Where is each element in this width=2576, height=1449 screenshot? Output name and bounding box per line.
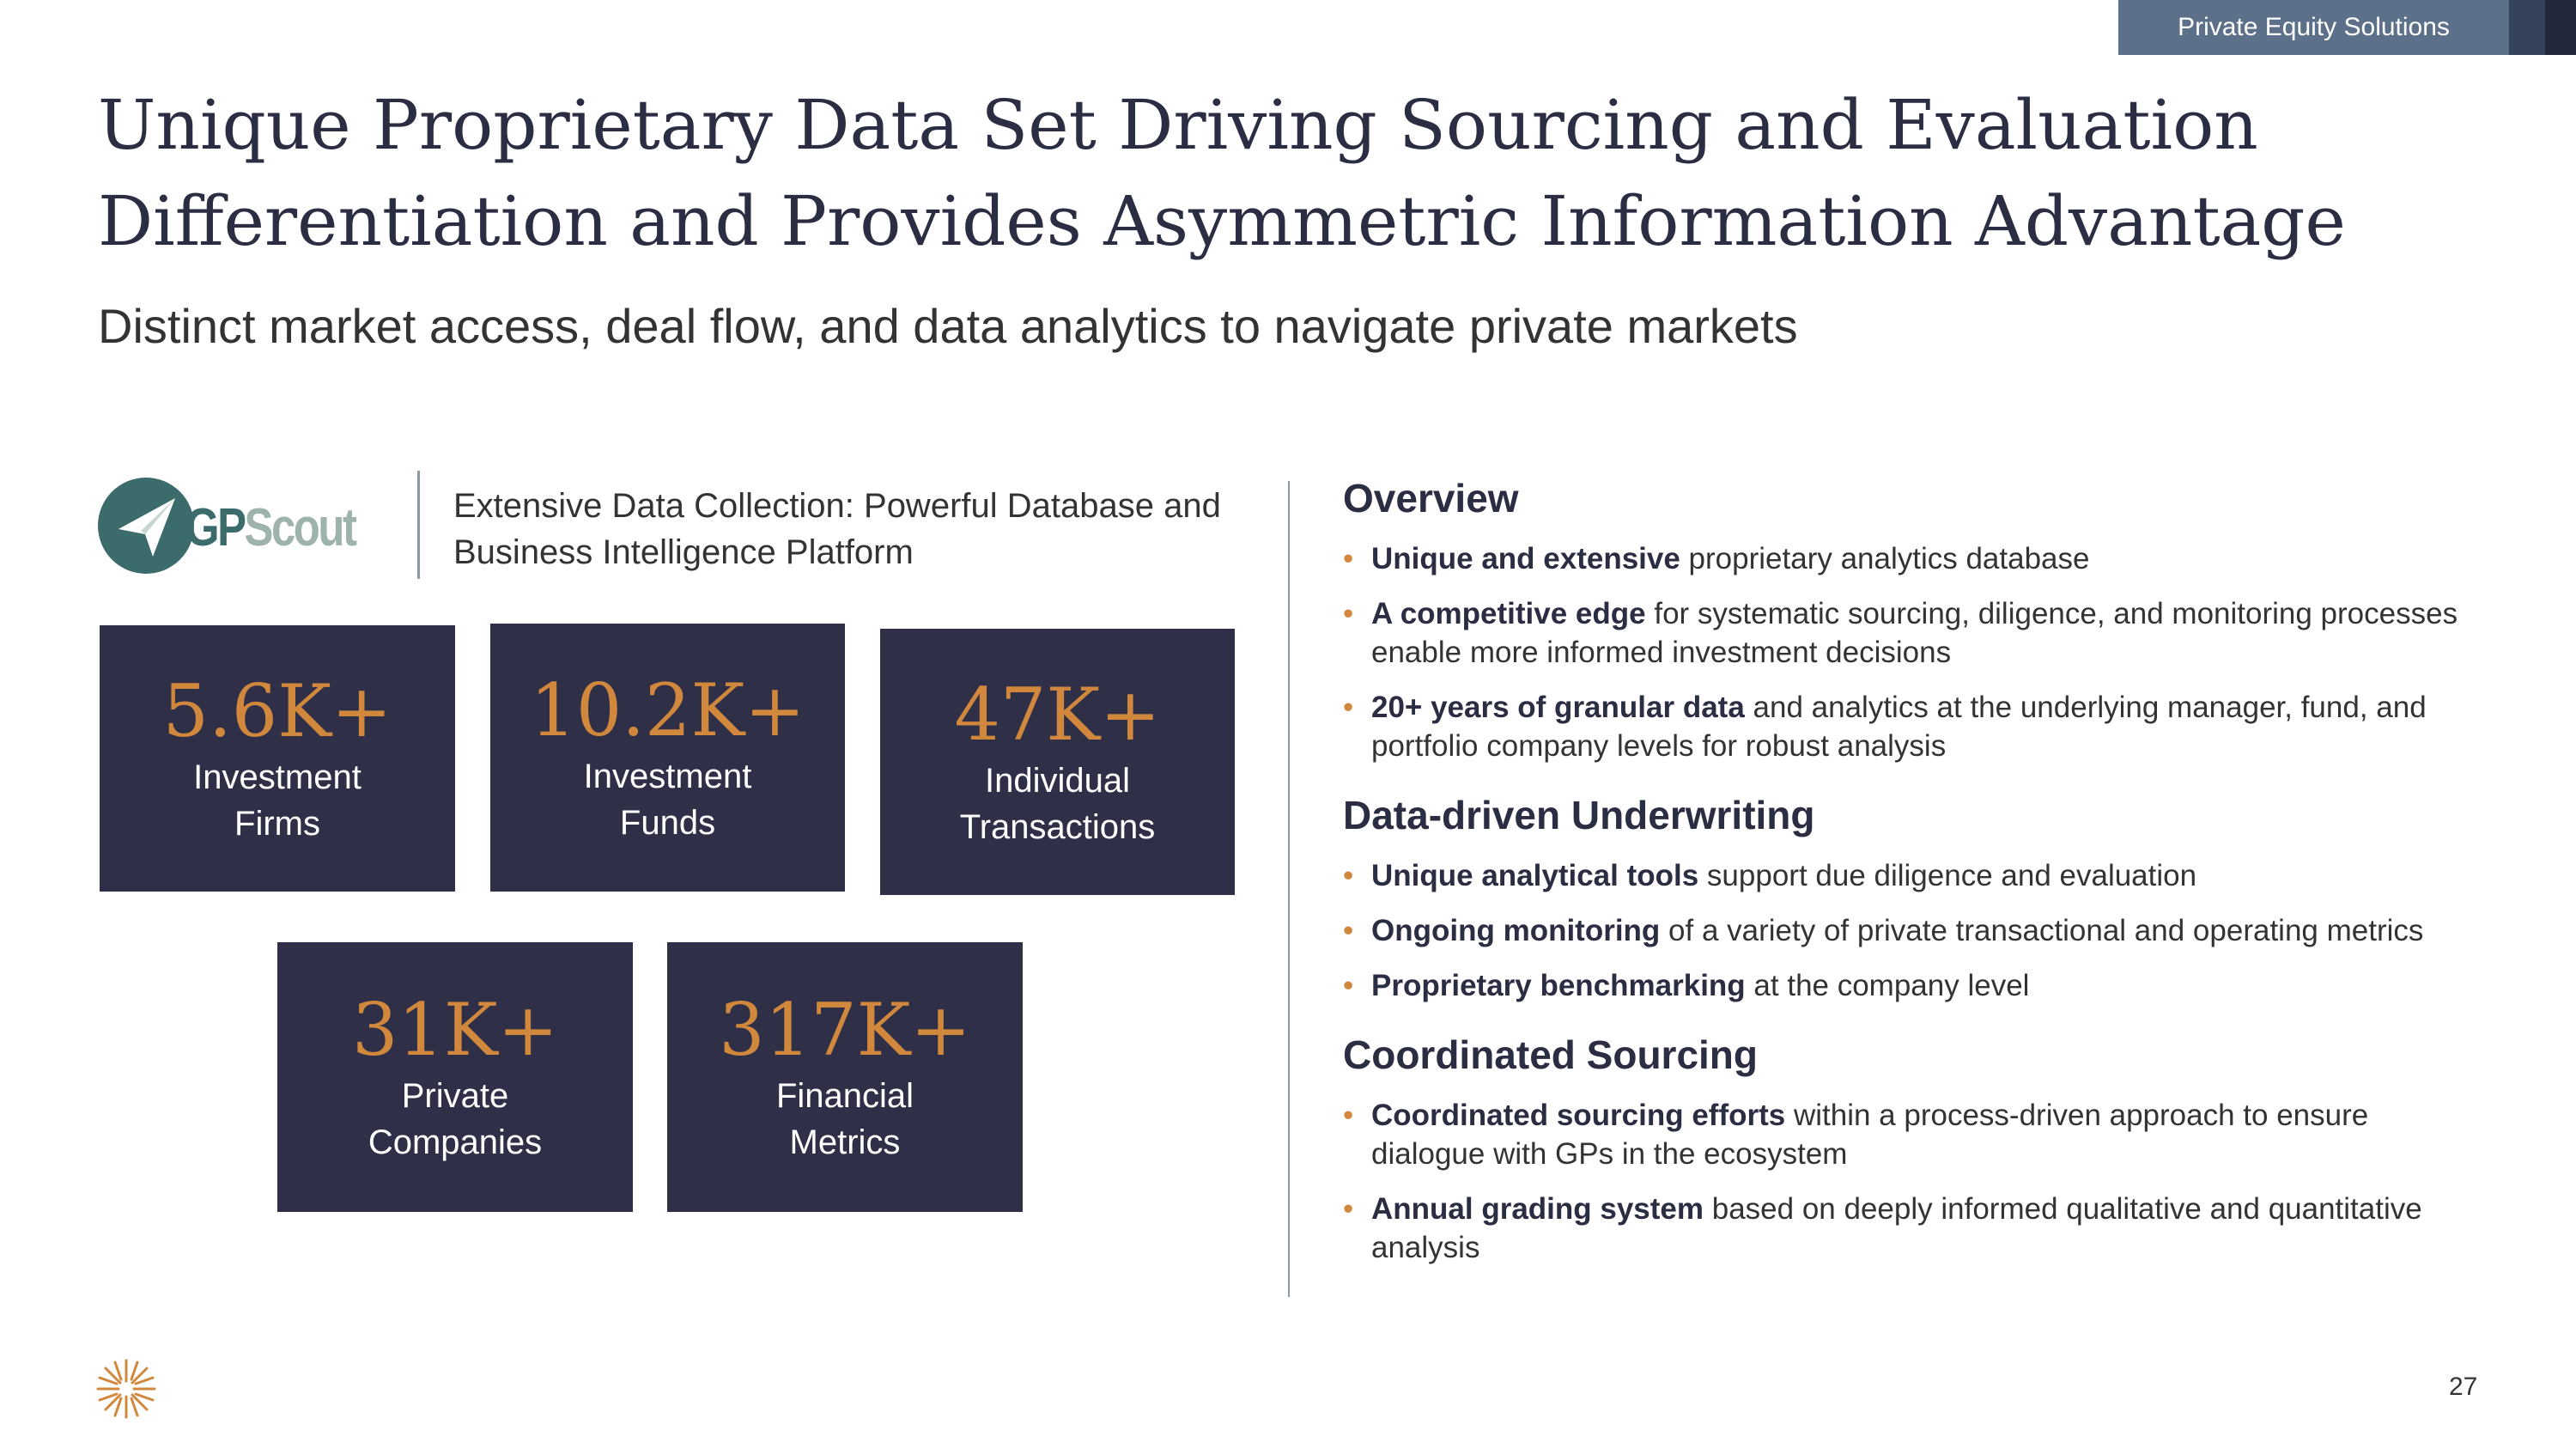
stat-label [960,758,1156,850]
stat-label [584,753,752,846]
bullet-item [1343,539,2476,578]
stat-card [880,629,1235,895]
page-number: 27 [2449,1373,2478,1401]
starburst-logo-icon [94,1357,158,1425]
stat-value: 31K+ [351,988,559,1072]
stat-label-line: Funds [619,804,716,842]
bullet-text: support due diligence and evaluation [1698,859,2197,892]
bullet-bold: Ongoing monitoring [1371,914,1661,947]
stat-label-line: Investment [193,758,361,796]
stat-label [193,754,361,847]
bullet-item [1343,1096,2476,1173]
stat-card [277,942,633,1212]
section-sourcing [1343,1027,2476,1267]
page-subtitle: Distinct market access, deal flow, and data analytics to navigate private markets [98,299,1798,353]
bullet-text: and analytics at the underlying manager, fund, and portfolio company levels for robust analysis [1371,691,2427,763]
bullet-list [1343,856,2476,1005]
stat-label-line: Transactions [959,808,1156,846]
bullet-bold: 20+ years of granular data [1371,691,1745,724]
stat-card [490,624,845,892]
bullet-bold: Unique analytical tools [1371,859,1699,892]
logo-text-scout: Scout [244,498,355,557]
stat-label [776,1073,914,1166]
section-heading: Data-driven Underwriting [1343,793,1815,837]
gpscout-logo [98,478,381,579]
bullet-text: of a variety of private transactional and operating metrics [1660,914,2424,947]
stat-value: 5.6K+ [162,669,392,753]
bullet-item [1343,688,2476,765]
section-heading: Coordinated Sourcing [1343,1032,1758,1077]
page-title: Unique Proprietary Data Set Driving Sourcing and Evaluation Differentiation and Provides Asymmetric Information Advantage [98,85,2346,261]
tag-accent [2509,0,2545,55]
bullet-text: for systematic sourcing, diligence, and monitoring processes enable more informed investment decisions [1371,597,2458,669]
section-heading: Overview [1343,476,1519,521]
column-divider [1288,481,1290,1297]
logo-wordmark [185,498,355,557]
bullet-bold: Coordinated sourcing efforts [1371,1099,1786,1132]
stat-label-line: Investment [583,758,752,795]
details-column [1343,471,2476,1289]
stat-value: 10.2K+ [530,668,805,752]
bullet-item [1343,1190,2476,1267]
paper-plane-icon [98,478,194,574]
bullet-item [1343,856,2476,895]
bullet-bold: Proprietary benchmarking [1371,969,1746,1002]
bullet-list [1343,539,2476,765]
section-overview [1343,471,2476,765]
bullet-text: based on deeply informed qualitative and quantitative analysis [1371,1192,2422,1264]
stat-label-line: Individual [984,762,1130,800]
stat-label-line: Metrics [789,1123,901,1161]
stat-label-line: Firms [234,805,320,843]
bullet-bold: A competitive edge [1371,597,1646,630]
intro-text: Extensive Data Collection: Powerful Database and Business Intelligence Platform [453,487,1221,571]
stat-value: 47K+ [954,673,1161,757]
stat-label-line: Companies [368,1123,543,1161]
bullet-item [1343,911,2476,950]
bullet-bold: Unique and extensive [1371,542,1680,575]
bullet-text: within a process-driven approach to ensure dialogue with GPs in the ecosystem [1371,1099,2369,1171]
bullet-text: proprietary analytics database [1680,542,2090,575]
bullet-item [1343,966,2476,1005]
logo-text-gp: GP [185,498,245,557]
section-tag: Private Equity Solutions [2118,0,2509,55]
stat-card [100,625,455,892]
tag-accent-dark [2545,0,2576,55]
bullet-text: at the company level [1745,969,2030,1002]
stat-value: 317K+ [719,988,971,1072]
stat-label-line: Private [401,1077,509,1115]
section-underwriting [1343,788,2476,1005]
stat-card [667,942,1023,1212]
bullet-item [1343,594,2476,672]
stat-label [368,1073,542,1166]
bullet-bold: Annual grading system [1371,1192,1704,1226]
bullet-list [1343,1096,2476,1267]
stat-label-line: Financial [775,1077,914,1115]
logo-divider [417,471,420,579]
